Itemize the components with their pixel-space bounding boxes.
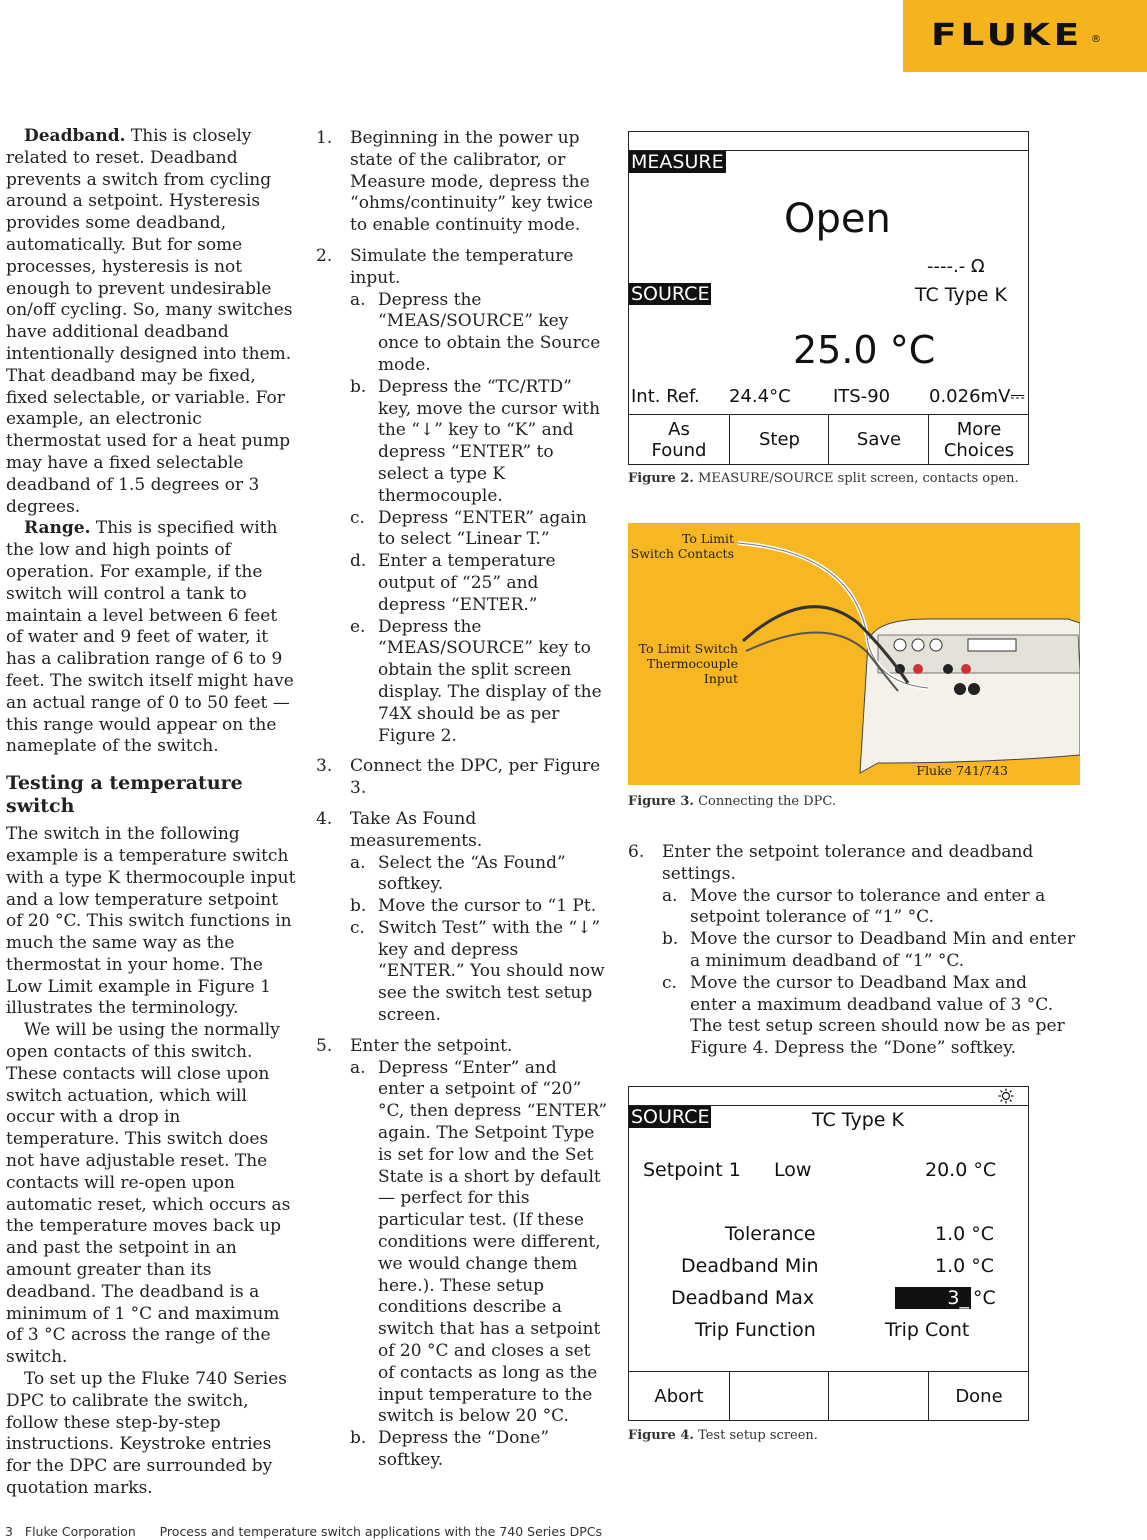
step-2d [350,551,608,616]
step-6 [628,842,1078,886]
step-2 [316,246,608,290]
figure-2-lcd-screen [628,131,1029,465]
softkey-step[interactable]: Step [729,415,829,464]
step-text: Enter the setpoint. [350,1035,513,1056]
backlight-icon [998,1088,1014,1104]
substep-letter: b. [350,1428,367,1449]
substep-text: Depress “ENTER” again to select “Linear T.” [378,507,587,550]
deadband-max-unit: °C [973,1287,996,1309]
deadband-paragraph [6,126,296,518]
substep-text: Depress the “MEAS/SOURCE” key to obtain the split screen display. The display of the 74X should be as per Figure 2. [378,616,602,746]
step-6c [662,973,1078,1060]
caption-label: Figure 4. [628,1428,694,1443]
range-paragraph [6,518,296,758]
softkey-as-found[interactable]: As Found [651,418,707,461]
fluke-logo [903,0,1147,72]
footer-company: Fluke Corporation [24,1524,136,1539]
softkey-blank-3[interactable] [828,1372,929,1420]
substep-letter: a. [350,852,366,873]
substep-letter: e. [350,616,366,637]
label-device: Fluke 741/743 [916,763,1008,778]
substep-letter: a. [662,885,678,906]
substep-text: Move the cursor to Deadband Min and enter a minimum deadband of “1” °C. [690,929,1076,971]
setpoint-label: Setpoint 1 [643,1159,741,1181]
substep-letter: a. [350,289,366,310]
logo-text: FLUKE [931,18,1084,53]
substep-text: Depress the “Done” softkey. [378,1428,550,1471]
figure-3-caption [628,794,836,809]
ohms-reading: ----.- Ω [927,256,985,277]
step-text: Enter the setpoint tolerance and deadband settings. [662,842,1034,884]
step-2c [350,508,608,552]
figure-2-caption [628,471,1019,486]
footer-title: Process and temperature switch applications with the 740 Series DPCs [159,1524,602,1539]
page-number: 3 [5,1524,13,1539]
substep-letter: c. [350,917,365,938]
setpoint-value: 20.0 °C [925,1159,997,1181]
tolerance-label: Tolerance [725,1223,816,1245]
caption-label: Figure 3. [628,794,694,809]
tc-type-label: TC Type K [812,1109,904,1131]
substep-text: Select the “As Found” softkey. [378,852,566,895]
step-6b [662,929,1078,973]
softkey-abort[interactable]: Abort [654,1385,704,1407]
softkey-done[interactable]: Done [928,1372,1029,1420]
step-2b [350,377,608,508]
substep-text: Switch Test” with the “↓” key and depress “ENTER.” You should now see the switch test setup screen. [378,917,605,1026]
substep-letter: b. [350,896,367,917]
measure-label: MEASURE [631,151,724,173]
softkey-save[interactable]: Save [828,415,929,464]
paragraph-1: The switch in the following example is a temperature switch with a type K thermocouple input and a low temperature setpoint of 20 °C. This switch functions in much the same way as the thermostat in your home. The Low Limit example in Figure 1 illustrates the terminology. [6,824,296,1019]
substep-letter: c. [662,972,677,993]
paragraph-3: To set up the Fluke 740 Series DPC to calibrate the switch, follow these step-by-step instructions. Keystroke entries for the DPC are surrounded by quotation marks. [6,1369,288,1499]
substep-text: Depress “Enter” and enter a setpoint of “20” °C, then depress “ENTER” again. The Setpoint Type is set for low and the Set State is a short by default — perfect for this particular test. (If these conditions were different, we would change them here.). These setup conditions describe a switch that has a setpoint of 20 °C and closes a set of contacts as long as the input temperature to the switch is below 20 °C. [378,1057,608,1427]
deadband-max-input[interactable]: 3_ [895,1287,971,1309]
step-5 [316,1036,608,1058]
substep-text: Depress the “MEAS/SOURCE” key once to obtain the Source mode. [378,289,601,375]
step-number: 4. [316,808,333,829]
mv-value: 0.026mV⎓ [929,386,1025,407]
page-footer [5,1524,602,1539]
source-temperature: 25.0 °C [793,328,936,372]
substep-letter: b. [662,929,679,950]
column-1 [6,126,296,1500]
step-2e [350,617,608,748]
deadband-min-value: 1.0 °C [935,1255,995,1277]
step-number: 2. [316,245,333,266]
step-4b [350,896,608,918]
range-title: Range. [24,518,91,539]
range-text: This is specified with the low and high points of operation. For example, if the switch will control a tank to maintain a level between 6 feet of water and 9 feet of water, it has a calibration range of 6 to 9 feet. The switch itself might have an actual range of 0 to 50 feet — this range would appear on the nameplate of the switch. [6,518,294,757]
step-number: 5. [316,1035,333,1056]
substep-letter: a. [350,1057,366,1078]
substep-text: Move the cursor to “1 Pt. [378,896,597,917]
tolerance-value: 1.0 °C [935,1223,995,1245]
figure-3-illustration [628,523,1080,785]
step-text: Connect the DPC, per Figure 3. [350,756,601,799]
paragraph-2: We will be using the normally open contacts of this switch. These contacts will close upon switch actuation, which will occur with a drop in temperature. This switch does not have adjustable reset. The contacts will re-open upon automatic reset, which occurs as the temperature moves back up and past the setpoint in an amount greater than its deadband. The deadband is a minimum of 1 °C and maximum of 3 °C across the range of the switch. [6,1020,291,1368]
softkey-more-choices[interactable]: More Choices [928,415,1029,464]
step-4a [350,853,608,897]
substep-text: Move the cursor to tolerance and enter a setpoint tolerance of “1” °C. [690,885,1046,928]
step-5b [350,1428,608,1472]
source-label: SOURCE [631,1106,710,1128]
substep-letter: d. [350,551,367,572]
trip-function-value: Trip Cont [885,1319,970,1341]
deadband-title: Deadband. [24,126,126,146]
section-heading: Testing a temperature switch [6,772,243,818]
step-number: 1. [316,128,333,148]
label-thermocouple-input: To Limit Switch Thermocouple Input [638,641,738,686]
step-text: Take As Found measurements. [350,808,483,851]
deadband-min-label: Deadband Min [681,1255,819,1277]
step-text: Beginning in the power up state of the calibrator, or Measure mode, depress the “ohms/continuity” key twice to enable continuity mode. [350,128,594,236]
caption-text: MEASURE/SOURCE split screen, contacts open. [693,471,1019,486]
setpoint-type: Low [774,1159,812,1181]
trip-function-label: Trip Function [695,1319,816,1341]
deadband-text: This is closely related to reset. Deadband prevents a switch from cycling around a setpoint. Hysteresis provides some deadband, automatically. But for some processes, hysteresis is not enough to prevent undesirable on/off cycling. So, many switches have additional deadband intentionally designed into them. That deadband may be fixed, fixed selectable, or variable. For example, an electronic thermostat used for a heat pump may have a fixed selectable deadband of 1.5 degrees or 3 degrees. [6,126,293,517]
step-4 [316,809,608,853]
substep-text: Enter a temperature output of “25” and depress “ENTER.” [378,551,556,615]
logo-registered-mark: ® [1091,34,1101,45]
substep-text: Move the cursor to Deadband Max and enter a maximum deadband value of 3 °C. The test setup screen should now be as per Figure 4. Depress the “Done” softkey. [690,972,1065,1059]
substep-letter: c. [350,507,365,528]
figure-4-caption [628,1428,818,1443]
caption-text: Test setup screen. [693,1428,818,1443]
step-6a [662,886,1078,930]
its-label: ITS-90 [833,386,891,407]
column-2 [316,128,608,1472]
step-4c [350,918,608,1027]
step-5a [350,1058,608,1429]
open-reading: Open [784,196,891,242]
softkey-blank-2[interactable] [729,1372,829,1420]
tc-type-label: TC Type K [915,284,1007,306]
int-ref-value: 24.4°C [729,386,791,407]
caption-label: Figure 2. [628,471,694,486]
substep-text: Depress the “TC/RTD” key, move the cursor with the “↓” key to “K” and depress “ENTER” to select a type K thermocouple. [378,376,601,506]
deadband-max-label: Deadband Max [671,1287,815,1309]
substep-letter: b. [350,376,367,397]
step-1 [316,128,608,237]
step-3 [316,756,608,800]
column-3 [628,842,1078,1060]
step-2a [350,290,608,377]
step-text: Simulate the temperature input. [350,245,574,288]
int-ref-label: Int. Ref. [631,386,700,407]
label-switch-contacts: To Limit Switch Contacts [630,531,734,561]
source-label: SOURCE [631,283,710,305]
step-number: 6. [628,842,645,862]
step-number: 3. [316,756,333,777]
caption-text: Connecting the DPC. [693,794,836,809]
figure-4-lcd-screen [628,1086,1029,1421]
